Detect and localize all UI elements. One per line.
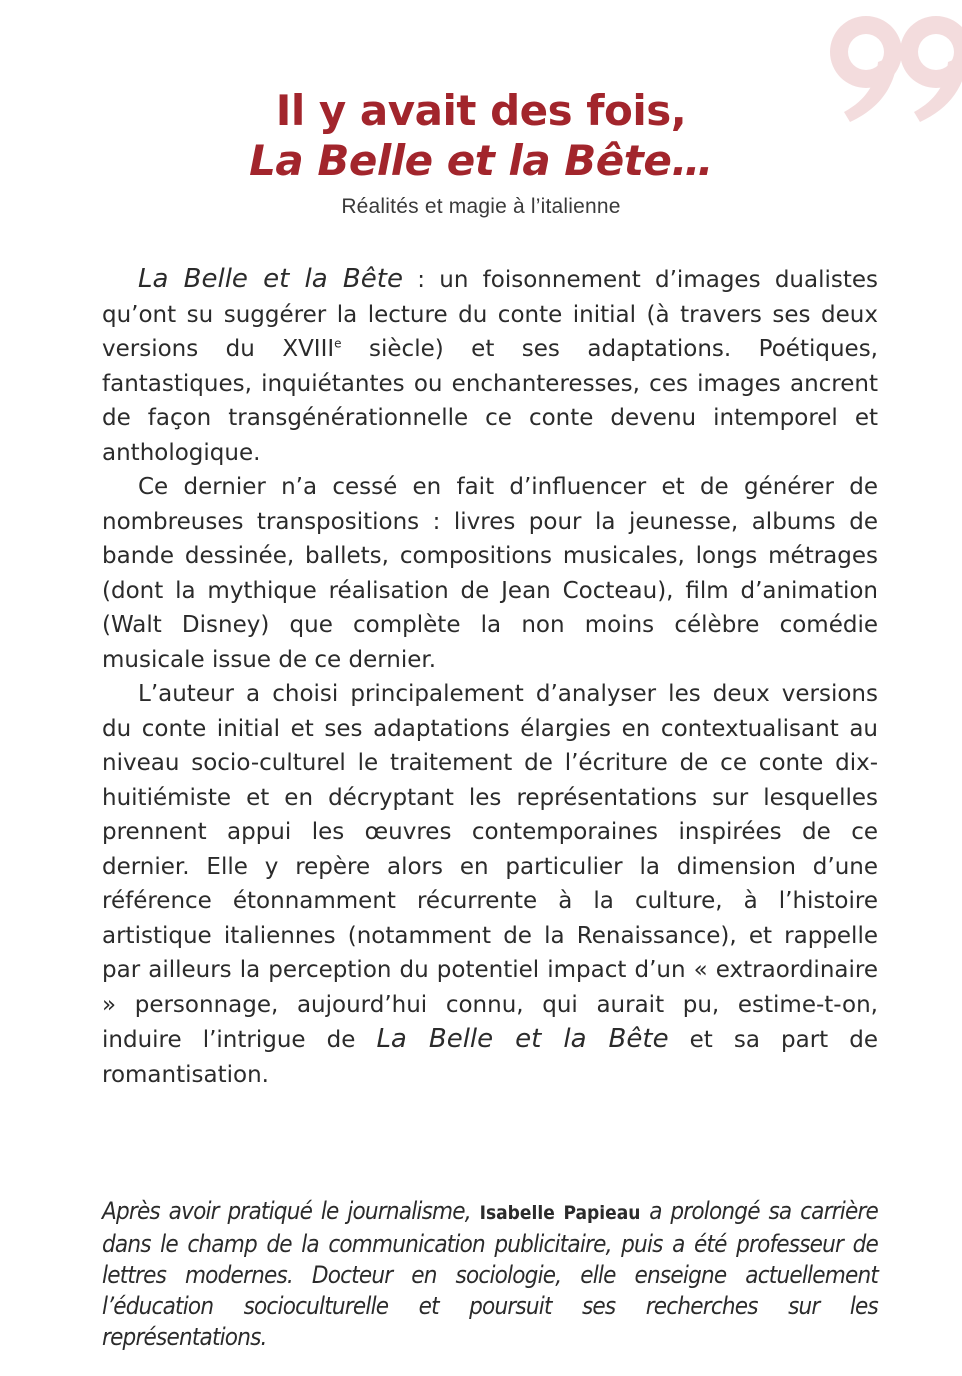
paragraph-3 <box>102 677 878 1092</box>
page-subtitle: Réalités et magie à l’italienne <box>341 195 621 218</box>
paragraph-1-text-a: : un foisonnement d’images dualistes qu’ont su suggérer la lecture du conte initial (à travers ses deux versions du XVIII <box>102 267 879 362</box>
paragraph-1-text-b: siècle) et ses adaptations. Poétiques, fantastiques, inquiétantes ou enchanteresses, ces images ancrent de façon transgénérationnelle ce conte devenu intemporel et anthologique. <box>102 336 878 466</box>
paragraph-3-text-a: L’auteur a choisi principalement d’analyser les deux versions du conte initial et ses adaptations élargies en contextualisant au niveau socio-culturel le traitement de l’écriture de ce conte dix-huitiémiste et en décryptant les représentations sur lesquelles prennent appui les œuvres contemporaines inspirées de ce dernier. Elle y repère alors en particulier la dimension d’une référence étonnamment récurrente à la culture, à l’histoire artistique italiennes (notamment de la Renaissance), et rappelle par ailleurs la perception du potentiel impact d’un « extraordinaire » personnage, aujourd’hui connu, qui aurait pu, estime-t-on, induire l’intrigue de <box>102 681 878 1053</box>
author-bio-text-b: a prolongé sa carrière dans le champ de la communication publicitaire, puis a été professeur de lettres modernes. Docteur en sociologie, elle enseigne actuellement l’éducation socioculturelle et poursuit ses recherches sur les représentations. <box>102 1197 879 1351</box>
book-title-inline: La Belle et la Bête <box>376 1024 669 1054</box>
author-bio-text-a: Après avoir pratiqué le journalisme, <box>102 1197 480 1225</box>
century-superscript: e <box>334 336 342 351</box>
paragraph-2: Ce dernier n’a cessé en fait d’influencer et de générer de nombreuses transpositions : livres pour la jeunesse, albums de bande dessinée, ballets, compositions musicales, longs métrages (dont la mythique réalisation de Jean Cocteau), film d’animation (Walt Disney) que complète la non moins célèbre comédie musicale issue de ce dernier. <box>102 474 878 673</box>
paragraph-3-text-b: et sa part de romantisation. <box>102 1027 878 1088</box>
page-title-italic: La Belle et la Bête… <box>249 136 713 185</box>
summary-text <box>102 262 878 1092</box>
page-title: Il y avait des fois, <box>275 86 687 135</box>
book-title-inline: La Belle et la Bête <box>138 264 403 294</box>
author-name: Isabelle Papieau <box>479 1202 641 1224</box>
title-block <box>0 86 962 222</box>
paragraph-1 <box>102 262 878 470</box>
author-bio <box>102 1196 878 1353</box>
